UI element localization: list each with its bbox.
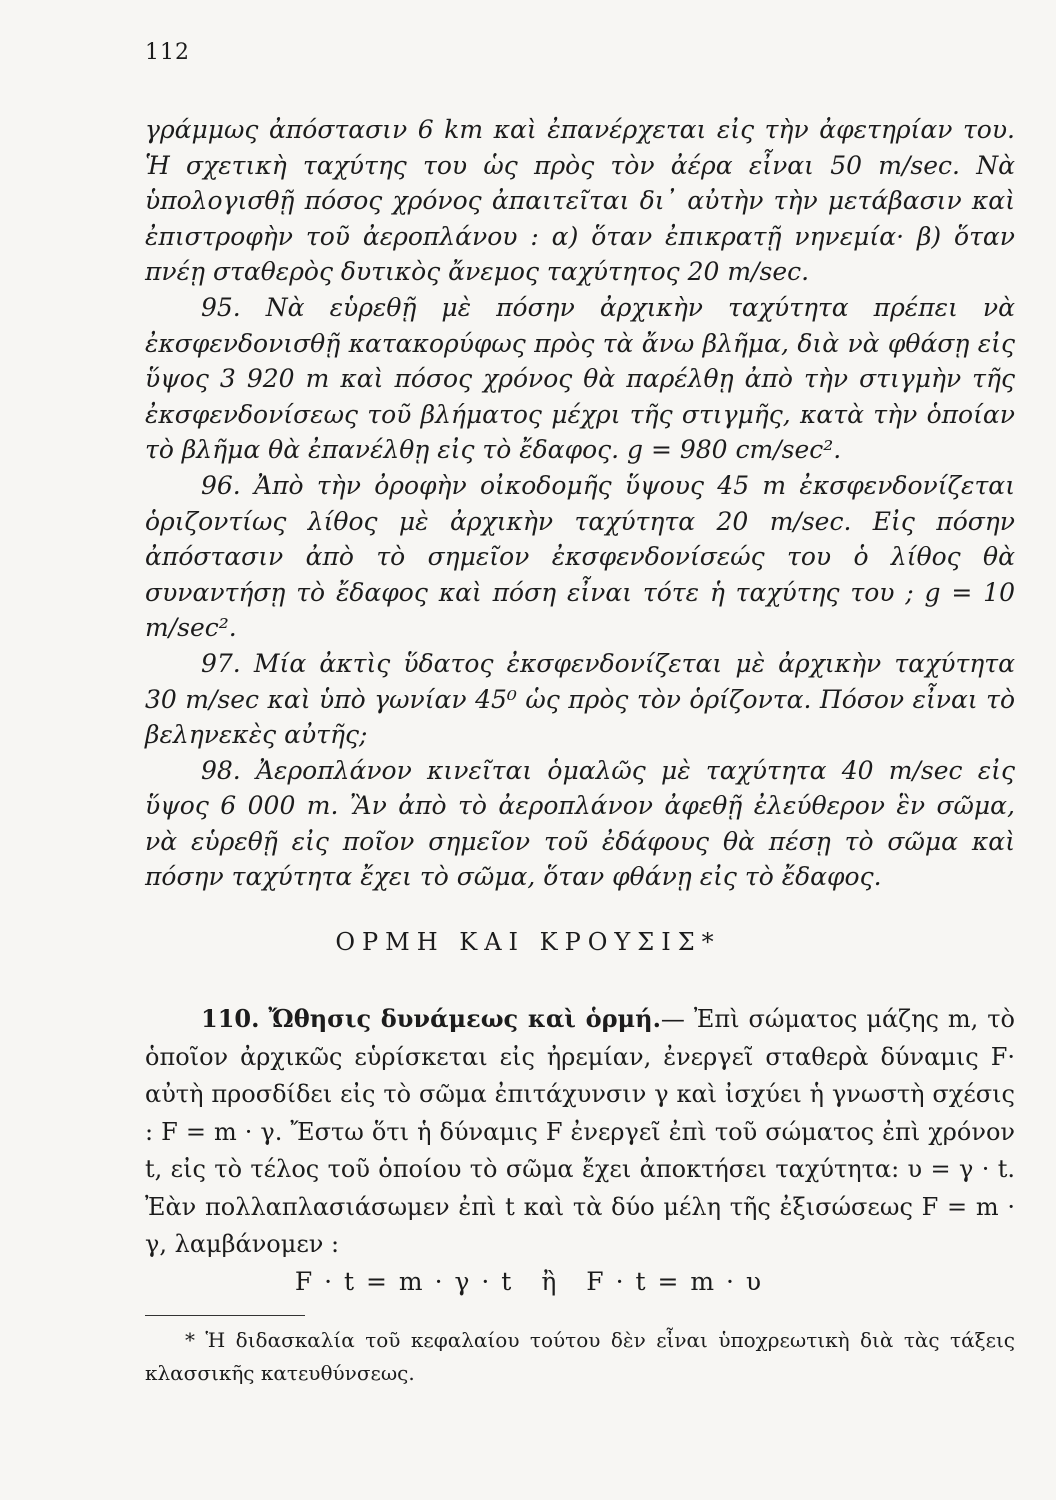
paragraph-110 (145, 1000, 1015, 1264)
equation (0, 1267, 1056, 1296)
problem-94-continuation: γράμμως ἀπόστασιν 6 km καὶ ἐπανέρχεται εἰς τὴν ἀφετηρίαν του. Ἡ σχετικὴ ταχύτης του ὡς πρὸς τὸν ἀέρα εἶναι 50 m/sec. Νὰ ὑπολογισθῇ πόσος χρόνος ἀπαιτεῖται δι᾽ αὐτὴν τὴν μετάβασιν καὶ ἐπιστροφὴν τοῦ ἀεροπλάνου : α) ὅταν ἐπικρατῇ νηνεμία· β) ὅταν πνέῃ σταθερὸς δυτικὸς ἄνεμος ταχύτητος 20 m/sec. (145, 115, 1015, 287)
problem-95: 95. Νὰ εὑρεθῇ μὲ πόσην ἀρχικὴν ταχύτητα πρέπει νὰ ἐκσφενδονισθῇ κατακορύφως πρὸς τὰ ἄνω βλῆμα, διὰ νὰ φθάσῃ εἰς ὕψος 3 920 m καὶ πόσος χρόνος θὰ παρέλθῃ ἀπὸ τὴν στιγμὴν τῆς ἐκσφενδονίσεως τοῦ βλήματος μέχρι τῆς στιγμῆς, κατὰ τὴν ὁποίαν τὸ βλῆμα θὰ ἐπανέλθῃ εἰς τὸ ἔδαφος. g = 980 cm/sec². (145, 292, 1015, 465)
paragraph-110-body (145, 1000, 1015, 1264)
problem-list (145, 112, 1015, 895)
paragraph-number: 110. (201, 1004, 260, 1033)
problem-96: 96. Ἀπὸ τὴν ὀροφὴν οἰκοδομῆς ὕψους 45 m ἐκσφενδονίζεται ὁριζοντίως λίθος μὲ ἀρχικὴν ταχύτητα 20 m/sec. Εἰς πόσην ἀπόστασιν ἀπὸ τὸ σημεῖον ἐκσφενδονίσεώς του ὁ λίθος θὰ συναντήσῃ τὸ ἔδαφος καὶ πόση εἶναι τότε ἡ ταχύτης του ; g = 10 m/sec². (145, 470, 1015, 643)
problem-97: 97. Μία ἀκτὶς ὕδατος ἐκσφενδονίζεται μὲ ἀρχικὴν ταχύτητα 30 m/sec καὶ ὑπὸ γωνίαν 45⁰ ὡς πρὸς τὸν ὁρίζοντα. Πόσον εἶναι τὸ βεληνεκὲς αὐτῆς; (145, 648, 1015, 750)
footnote-divider (145, 1315, 305, 1316)
paragraph-heading: Ὤθησις δυνάμεως καὶ ὁρμή. (268, 1004, 661, 1033)
problem-98: 98. Ἀεροπλάνον κινεῖται ὁμαλῶς μὲ ταχύτητα 40 m/sec εἰς ὕψος 6 000 m. Ἂν ἀπὸ τὸ ἀεροπλάνον ἀφεθῇ ἐλεύθερον ἓν σῶμα, νὰ εὑρεθῇ εἰς ποῖον σημεῖον τοῦ ἐδάφους θὰ πέσῃ τὸ σῶμα καὶ πόσην ταχύτητα ἔχει τὸ σῶμα, ὅταν φθάνῃ εἰς τὸ ἔδαφος. (145, 755, 1015, 892)
footnote: * Ἡ διδασκαλία τοῦ κεφαλαίου τούτου δὲν εἶναι ὑποχρεωτικὴ διὰ τὰς τάξεις κλασσικῆς κατευθύνσεως. (145, 1328, 1015, 1385)
equation-right: F · t = m · υ (586, 1267, 762, 1296)
paragraph-text: — Ἐπὶ σώματος μάζης m, τὸ ὁποῖον ἀρχικῶς εὑρίσκεται εἰς ἠρεμίαν, ἐνεργεῖ σταθερὰ δύναμις F· αὐτὴ προσδίδει εἰς τὸ σῶμα ἐπιτάχυνσιν γ καὶ ἰσχύει ἡ γνωστὴ σχέσις : F = m · γ. Ἔστω ὅτι ἡ δύναμις F ἐνεργεῖ ἐπὶ τοῦ σώματος ἐπὶ χρόνον t, εἰς τὸ τέλος τοῦ ὁποίου τὸ σῶμα ἔχει ἀποκτήσει ταχύτητα: υ = γ · t. Ἐὰν πολλαπλασιάσωμεν ἐπὶ t καὶ τὰ δύο μέλη τῆς ἐξισώσεως F = m · γ, λαμβάνομεν : (145, 1005, 1015, 1258)
section-title: ΟΡΜΗ ΚΑΙ ΚΡΟΥΣΙΣ* (335, 928, 721, 956)
equation-left: F · t = m · γ · t (294, 1267, 512, 1296)
equation-connector: ἢ (541, 1267, 557, 1296)
page-number: 112 (145, 40, 190, 65)
